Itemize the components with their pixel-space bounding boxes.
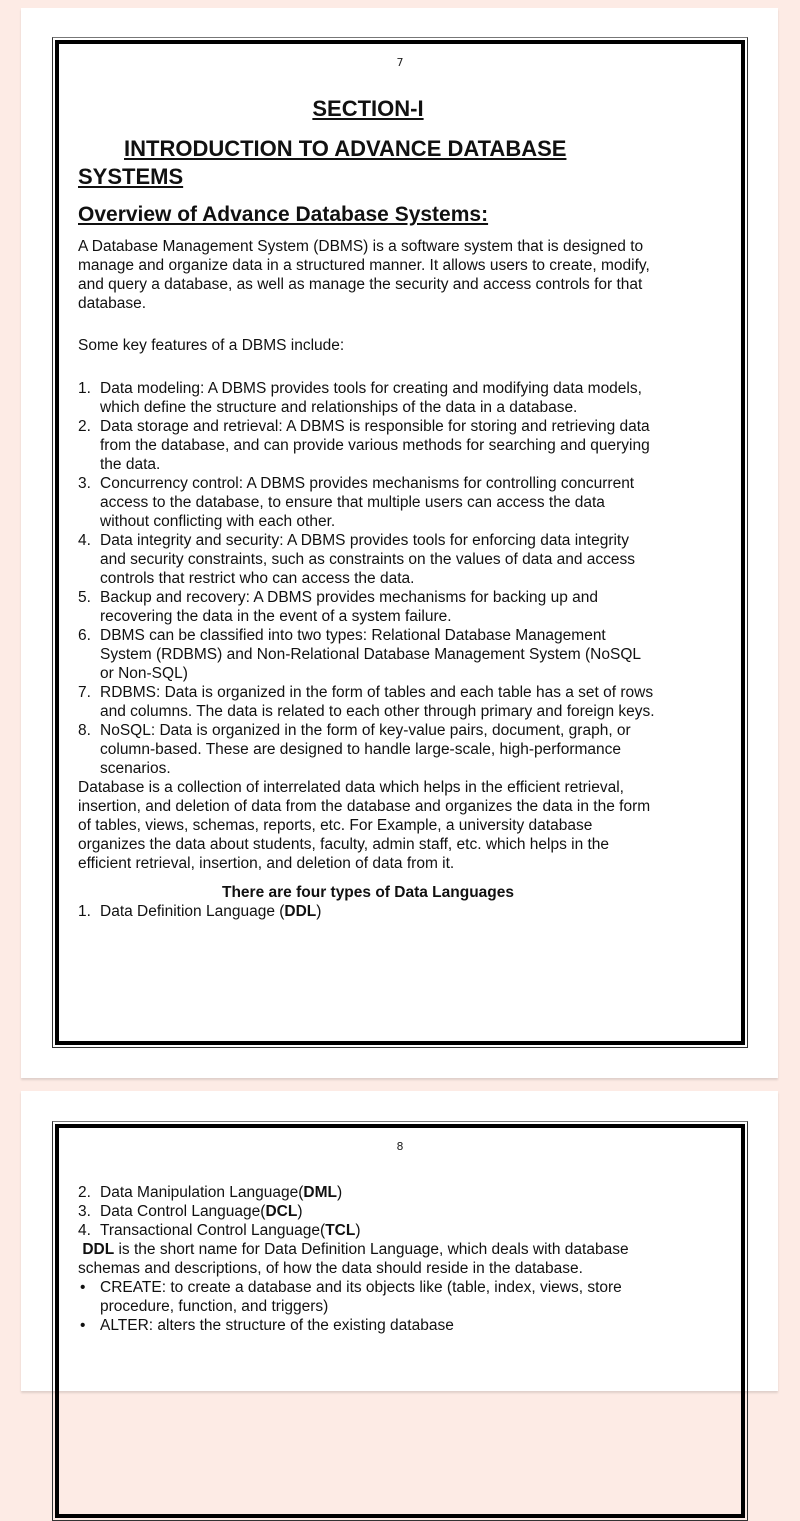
list-text-close: ) [316, 903, 322, 920]
list-item [78, 1202, 658, 1221]
list-text: ALTER: alters the structure of the existing database [100, 1317, 454, 1334]
list-text-close: ) [297, 1203, 303, 1220]
list-text: DBMS can be classified into two types: Relational Database Management System (RDBMS) and Non-Relational Database Management System (NoSQL or Non-SQL) [100, 627, 641, 682]
page-number: 7 [396, 56, 404, 69]
list-text: Transactional Control Language( [100, 1222, 326, 1239]
list-number: 3. [78, 475, 91, 492]
list-text-close: ) [336, 1184, 343, 1201]
chapter-title [78, 135, 658, 191]
overview-heading: Overview of Advance Database Systems: [78, 203, 489, 226]
list-text: Data storage and retrieval: A DBMS is responsible for storing and retrieving data from the database, and can provide various methods for searching and querying the data. [100, 418, 650, 473]
list-text: Backup and recovery: A DBMS provides mechanisms for backing up and recovering the data in the event of a system failure. [100, 589, 598, 625]
language-abbreviation: DDL [284, 903, 317, 920]
list-number: 4. [78, 1222, 91, 1239]
list-text: NoSQL: Data is organized in the form of key-value pairs, document, graph, or column-based. These are designed to handle large-scale, high-performance scenarios. [100, 722, 631, 777]
list-item [78, 1221, 658, 1240]
ddl-abbreviation: DDL [82, 1241, 115, 1258]
features-list [78, 379, 658, 778]
list-item [78, 531, 658, 588]
ddl-paragraph [78, 1240, 658, 1278]
list-number: 7. [78, 684, 91, 701]
languages-heading: There are four types of Data Languages [222, 884, 514, 901]
features-intro: Some key features of a DBMS include: [78, 337, 345, 354]
list-number: 1. [78, 380, 91, 397]
list-number: 2. [78, 1184, 91, 1201]
list-number: 2. [78, 418, 91, 435]
list-number: 1. [78, 903, 91, 920]
database-paragraph: Database is a collection of interrelated data which helps in the efficient retrieval, insertion, and deletion of data from the database and organizes the data in the form of tables, views, schemas, reports, etc. For Example, a university database organizes the data about students, faculty, admin staff, etc. which helps in the efficient retrieval, insertion, and deletion of data from it. [78, 779, 651, 872]
list-item [78, 721, 658, 778]
ddl-commands-list [78, 1278, 658, 1335]
list-item [78, 588, 658, 626]
language-abbreviation: DCL [265, 1203, 298, 1220]
list-text: Data Definition Language ( [100, 903, 285, 920]
bullet-icon: • [80, 1317, 86, 1334]
list-number: 6. [78, 627, 91, 644]
list-item [78, 1183, 658, 1202]
page-number: 8 [396, 1140, 404, 1153]
list-text: Concurrency control: A DBMS provides mechanisms for controlling concurrent access to the database, to ensure that multiple users can access the data without conflicting with each other. [100, 475, 635, 530]
languages-list [78, 902, 658, 921]
page-content [78, 96, 658, 921]
list-text: RDBMS: Data is organized in the form of tables and each table has a set of rows and columns. The data is related to each other through primary and foreign keys. [100, 684, 655, 720]
bullet-icon: • [80, 1279, 86, 1296]
list-item [78, 1316, 658, 1335]
list-item [78, 1278, 658, 1316]
list-item [78, 474, 658, 531]
list-text: Data Control Language( [100, 1203, 266, 1220]
list-text-close: ) [355, 1222, 361, 1239]
section-title: SECTION-I [312, 96, 424, 121]
list-text: Data integrity and security: A DBMS provides tools for enforcing data integrity and security constraints, such as constraints on the values of data and access controls that restrict who can access the data. [100, 532, 636, 587]
list-item [78, 626, 658, 683]
list-text: Data Manipulation Language( [100, 1184, 304, 1201]
document-page-7 [21, 8, 778, 1078]
list-text: Data modeling: A DBMS provides tools for creating and modifying data models, which define the structure and relationships of the data in a database. [100, 380, 642, 416]
language-abbreviation: TCL [325, 1222, 356, 1239]
intro-paragraph: A Database Management System (DBMS) is a software system that is designed to manage and organize data in a structured manner. It allows users to create, modify, and query a database, as well as manage the security and access controls for that database. [78, 238, 650, 312]
list-text: CREATE: to create a database and its objects like (table, index, views, store procedure, function, and triggers) [100, 1279, 622, 1315]
list-number: 3. [78, 1203, 91, 1220]
list-item [78, 683, 658, 721]
list-item [78, 379, 658, 417]
list-number: 4. [78, 532, 91, 549]
list-number: 8. [78, 722, 91, 739]
list-number: 5. [78, 589, 91, 606]
page-content [78, 1183, 658, 1335]
language-abbreviation: DML [303, 1184, 337, 1201]
document-page-8 [21, 1091, 778, 1391]
languages-list [78, 1183, 658, 1240]
list-item [78, 417, 658, 474]
list-item [78, 902, 658, 921]
chapter-title-line-1: INTRODUCTION TO ADVANCE DATABASE [124, 136, 567, 161]
chapter-title-line-2: SYSTEMS [78, 164, 184, 189]
ddl-description: is the short name for Data Definition Language, which deals with database schemas and descriptions, of how the data should reside in the database. [78, 1241, 629, 1277]
